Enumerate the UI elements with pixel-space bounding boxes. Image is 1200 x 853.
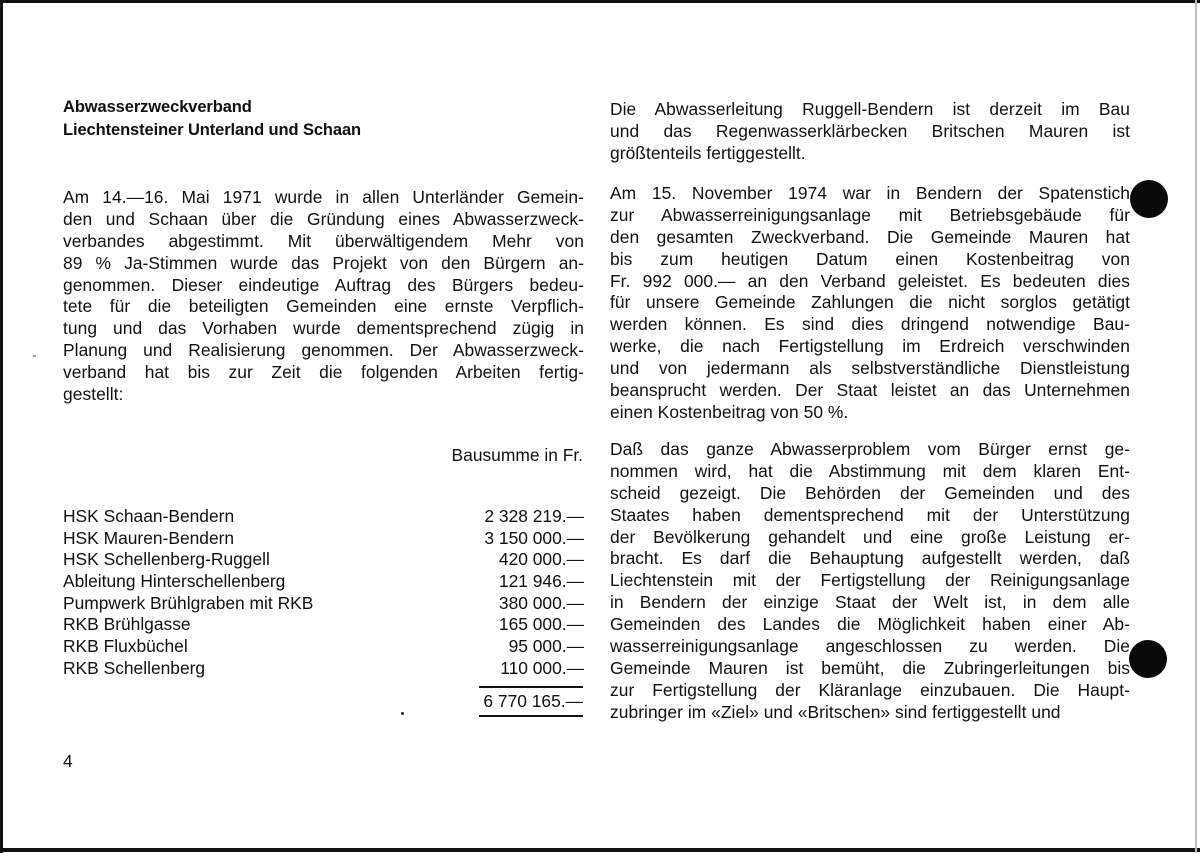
right-paragraph-2 <box>610 183 1130 424</box>
paragraph-line: zur Fertigstellung der Kläranlage einzubauen. Die Haupt- <box>610 679 1130 700</box>
cost-row <box>63 549 584 571</box>
paragraph-line: gestellt: <box>63 384 124 405</box>
paragraph-line: beansprucht werden. Der Staat leistet an das Unternehmen <box>610 380 1130 401</box>
paragraph-line: genommen. Dieser eindeutige Auftrag des Bürgers bedeu- <box>63 274 584 295</box>
punch-hole-top <box>1130 180 1168 218</box>
cost-row-amount: 95 000.— <box>508 636 584 657</box>
paragraph-line: Liechtenstein mit der Fertigstellung der Reinigungsanlage <box>610 570 1130 591</box>
paragraph-line: werke, die nach Fertigstellung im Erdreich verschwinden <box>610 336 1130 357</box>
scan-mark <box>33 355 36 357</box>
paragraph-line: bis zum heutigen Datum einen Kostenbeitrag von <box>610 248 1130 269</box>
cost-row <box>63 636 584 658</box>
paragraph-line: Fr. 992 000.— an den Verband geleistet. Es bedeuten dies <box>610 270 1130 291</box>
paragraph-line: den gesamten Zweckverband. Die Gemeinde Mauren hat <box>610 226 1130 247</box>
cost-row-amount: 2 328 219.— <box>484 506 584 526</box>
cost-row-label: RKB Schellenberg <box>63 657 206 678</box>
cost-row <box>63 614 584 636</box>
paragraph-line: zubringer im «Ziel» und «Britschen» sind fertiggestellt und <box>610 701 1061 722</box>
total-rule-top <box>479 686 583 688</box>
paragraph-line: einen Kostenbeitrag von 50 %. <box>610 401 849 422</box>
paragraph-line: wasserreinigungsanlage angeschlossen zu werden. Die <box>610 636 1130 657</box>
page-border-left <box>0 0 3 853</box>
cost-row-label: HSK Schellenberg-Ruggell <box>63 549 270 570</box>
paragraph-line: scheid gezeigt. Die Behörden der Gemeinden und des <box>610 482 1130 503</box>
page-number: 4 <box>63 751 73 771</box>
page-border-bottom <box>0 848 1200 852</box>
cost-table <box>63 506 584 680</box>
paragraph-line: und das Regenwasserklärbecken Britschen Mauren ist <box>610 120 1130 141</box>
cost-row-amount: 3 150 000.— <box>484 527 584 548</box>
cost-row <box>63 506 584 528</box>
paragraph-line: den und Schaan über die Gründung eines Abwasserzweck- <box>63 208 584 229</box>
cost-row-label: RKB Fluxbüchel <box>63 636 188 657</box>
paragraph-line: Gemeinde Mauren ist bemüht, die Zubringerleitungen bis <box>610 657 1130 678</box>
paragraph-line: und von jedermann als selbstverständliche Dienstleistung <box>610 358 1130 379</box>
cost-row <box>63 593 584 615</box>
cost-row-amount: 380 000.— <box>498 592 584 613</box>
heading-line-1: Abwasserzweckverband <box>63 98 252 116</box>
punch-hole-bottom <box>1129 640 1167 678</box>
cost-total: 6 770 165.— <box>483 691 583 711</box>
paragraph-line: tete für die beteiligten Gemeinden eine ernste Verpflich- <box>63 296 584 317</box>
right-paragraph-1 <box>610 99 1130 165</box>
cost-row <box>63 571 584 593</box>
paragraph-line: Am 14.—16. Mai 1971 wurde in allen Unterländer Gemein- <box>63 187 584 207</box>
paragraph-line: tung und das Vorhaben wurde dementsprechend zügig in <box>63 318 584 339</box>
right-paragraph-3 <box>610 439 1130 724</box>
paragraph-line: Die Abwasserleitung Ruggell-Bendern ist derzeit im Bau <box>610 99 1130 119</box>
page-border-right <box>1195 0 1197 853</box>
paragraph-line: Daß das ganze Abwasserproblem vom Bürger ernst ge- <box>610 439 1130 459</box>
paragraph-line: Staates haben dementsprechend mit der Unterstützung <box>610 504 1130 525</box>
cost-row-label: Ableitung Hinterschellenberg <box>63 571 286 592</box>
total-rule-bottom <box>479 715 583 717</box>
paragraph-line: werden können. Es sind dies dringend notwendige Bau- <box>610 314 1130 335</box>
cost-row <box>63 658 584 680</box>
cost-row-amount: 121 946.— <box>498 571 584 592</box>
paragraph-line: Am 15. November 1974 war in Bendern der Spatenstich <box>610 183 1130 203</box>
paragraph-line: Planung und Realisierung genommen. Der Abwasserzweck- <box>63 340 584 361</box>
left-paragraph <box>63 187 584 406</box>
paragraph-line: größtenteils fertiggestellt. <box>610 142 806 163</box>
paragraph-line: Gemeinden des Landes die Möglichkeit haben einer Ab- <box>610 614 1130 635</box>
paragraph-line: verbandes abgestimmt. Mit überwältigendem Mehr von <box>63 230 584 251</box>
paragraph-line: 89 % Ja-Stimmen wurde das Projekt von den Bürgern an- <box>63 252 584 273</box>
heading-line-2: Liechtensteiner Unterland und Schaan <box>63 121 362 139</box>
cost-row <box>63 528 584 550</box>
paragraph-line: in Bendern der einzige Staat der Welt ist, in dem alle <box>610 592 1130 613</box>
paragraph-line: verband hat bis zur Zeit die folgenden Arbeiten fertig- <box>63 362 584 383</box>
paragraph-line: nommen wird, hat die Abstimmung mit dem klaren Ent- <box>610 460 1130 481</box>
cost-row-label: Pumpwerk Brühlgraben mit RKB <box>63 592 314 613</box>
print-speck <box>401 712 404 715</box>
paragraph-line: bracht. Es darf die Behauptung aufgestellt werden, daß <box>610 548 1130 569</box>
section-heading <box>63 96 603 142</box>
cost-row-amount: 165 000.— <box>498 614 584 635</box>
cost-row-amount: 420 000.— <box>498 549 584 570</box>
cost-row-label: HSK Mauren-Bendern <box>63 527 235 548</box>
cost-row-label: HSK Schaan-Bendern <box>63 506 235 526</box>
paragraph-line: der Bevölkerung gehandelt und eine große Leistung er- <box>610 526 1130 547</box>
page-border-top <box>0 0 1200 3</box>
paragraph-line: für unsere Gemeinde Zahlungen die nicht sorglos getätigt <box>610 292 1130 313</box>
paragraph-line: zur Abwasserreinigungsanlage mit Betriebsgebäude für <box>610 204 1130 225</box>
cost-row-label: RKB Brühlgasse <box>63 614 191 635</box>
cost-row-amount: 110 000.— <box>500 657 584 678</box>
cost-table-header: Bausumme in Fr. <box>451 445 583 465</box>
